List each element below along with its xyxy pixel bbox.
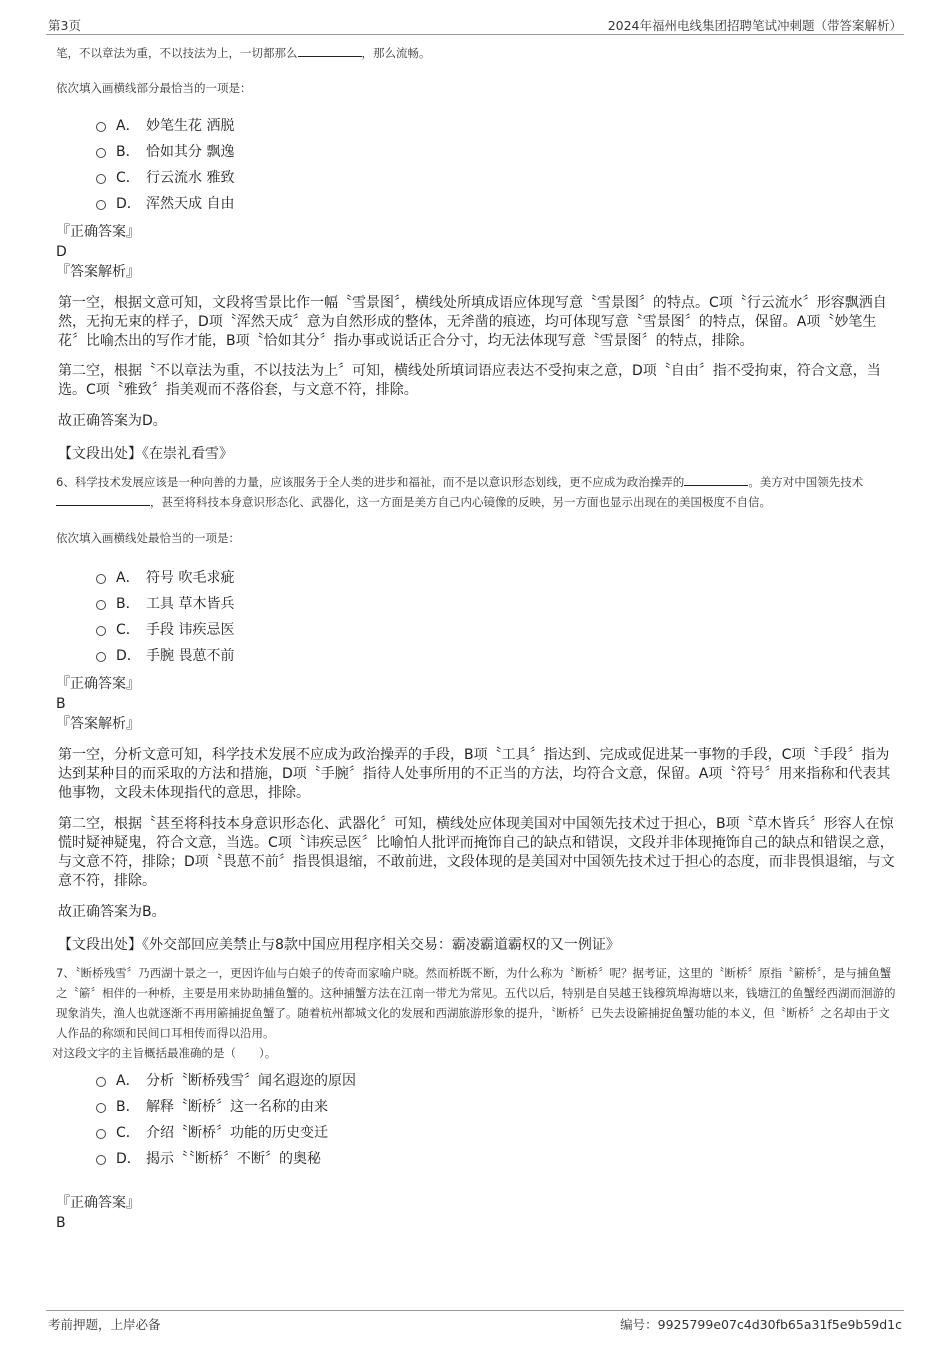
radio-icon[interactable]	[96, 174, 106, 184]
answer-value: B	[56, 696, 66, 712]
footer-slogan: 考前押题，上岸必备	[48, 1317, 161, 1332]
document-code: 编号：9925799e07c4d30fb65a31f5e9b59d1c	[620, 1317, 902, 1332]
question-5	[56, 43, 896, 464]
option-a[interactable]: A． 妙笔生花 洒脱	[96, 112, 896, 138]
source-citation: 【文段出处】《外交部回应美禁止与8款中国应用程序相关交易：霸凌霸道霸权的又一例证》	[58, 937, 620, 953]
question-prompt: 依次填入画横线部分最恰当的一项是：	[56, 81, 252, 95]
answer-label: 『正确答案』	[56, 224, 140, 240]
option-b[interactable]: B． 解释〝断桥〞这一名称的由来	[96, 1093, 896, 1119]
option-a[interactable]: A． 符号 吹毛求疵	[96, 564, 896, 590]
option-c[interactable]: C． 介绍〝断桥〞功能的历史变迁	[96, 1119, 896, 1145]
answer-label: 『正确答案』	[56, 1195, 140, 1211]
option-b[interactable]: B． 恰如其分 飘逸	[96, 138, 896, 164]
blank-line	[684, 473, 748, 486]
option-c[interactable]: C． 行云流水 雅致	[96, 164, 896, 190]
question-stem: 笔，不以章法为重，不以技法为上，一切都那么 ，那么流畅。	[56, 46, 431, 60]
radio-icon[interactable]	[96, 652, 106, 662]
analysis-label: 『答案解析』	[56, 716, 140, 732]
radio-icon[interactable]	[96, 1129, 106, 1139]
option-b[interactable]: B． 工具 草木皆兵	[96, 590, 896, 616]
analysis-paragraph: 第二空，根据〝不以章法为重，不以技法为上〞可知，横线处所填词语应表达不受拘束之意，D项〝自由〞指不受拘束，符合文意，当选。C项〝雅致〞指美观而不落俗套，与文意不符，排除。	[58, 363, 881, 398]
option-d[interactable]: D． 浑然天成 自由	[96, 190, 896, 216]
radio-icon[interactable]	[96, 1155, 106, 1165]
answer-value: B	[56, 1215, 66, 1231]
page-footer	[46, 1310, 904, 1335]
question-7	[52, 963, 896, 1233]
option-d[interactable]: D． 揭示〝〝断桥〞不断〞的奥秘	[96, 1145, 896, 1171]
radio-icon[interactable]	[96, 200, 106, 210]
answer-label: 『正确答案』	[56, 676, 140, 692]
document-title: 2024年福州电线集团招聘笔试冲刺题（带答案解析）	[607, 18, 902, 33]
radio-icon[interactable]	[96, 626, 106, 636]
option-d[interactable]: D． 手腕 畏葸不前	[96, 642, 896, 668]
question-6	[56, 472, 896, 955]
question-prompt: 依次填入画横线处最恰当的一项是：	[56, 531, 240, 545]
question-stem: 7、〝断桥残雪〞乃西湖十景之一，更因许仙与白娘子的传奇而家喻户晓。然而桥既不断，为什么称为〝断桥〞呢？据考证，这里的〝断桥〞原指〝簖桥〞，是与捕鱼蟹之〝簖〞相伴的一种桥，主要是用来协助捕鱼蟹的。这种捕蟹方法在江南一带尤为常见。五代以后，特别是自吴越王钱穆筑埠海塘以来，钱塘江的鱼蟹经西湖而洄游的现象消失，渔人也就逐渐不再用簖捕捉鱼蟹了。随着杭州都城文化的发展和西湖旅游形象的提升，〝断桥〞已失去设簖捕捉鱼蟹功能的本义，但〝断桥〞之名却由于文人作品的称颂和民间口耳相传而得以沿用。	[56, 966, 896, 1040]
answer-value: D	[56, 244, 67, 260]
main-content	[52, 42, 896, 1233]
question-prompt: 对这段文字的主旨概括最准确的是（ ）。	[52, 1046, 277, 1060]
radio-icon[interactable]	[96, 122, 106, 132]
radio-icon[interactable]	[96, 1103, 106, 1113]
radio-icon[interactable]	[96, 148, 106, 158]
option-c[interactable]: C． 手段 讳疾忌医	[96, 616, 896, 642]
options-list	[96, 1067, 896, 1171]
page-number: 第3页	[48, 18, 81, 33]
options-list	[96, 564, 896, 668]
blank-line	[56, 493, 150, 506]
blank-line	[298, 44, 362, 57]
analysis-conclusion: 故正确答案为D。	[58, 413, 167, 429]
analysis-label: 『答案解析』	[56, 264, 140, 280]
radio-icon[interactable]	[96, 600, 106, 610]
analysis-paragraph: 第一空，分析文意可知，科学技术发展不应成为政治操弄的手段，B项〝工具〞指达到、完成或促进某一事物的手段，C项〝手段〞指为达到某种目的而采取的方法和措施，D项〝手腕〞指待人处事所用的不正当的方法，均符合文意，保留。A项〝符号〞用来指称和代表其他事物，文段未体现指代的意思，排除。	[58, 747, 891, 801]
source-citation: 【文段出处】《在崇礼看雪》	[58, 446, 233, 462]
analysis-paragraph: 第一空，根据文意可知，文段将雪景比作一幅〝雪景图〞，横线处所填成语应体现写意〝雪景图〞的特点。C项〝行云流水〞形容飘洒自然，无拘无束的样子，D项〝浑然天成〞意为自然形成的整体，无斧凿的痕迹，均可体现写意〝雪景图〞的特点，保留。A项〝妙笔生花〞比喻杰出的写作才能，B项〝恰如其分〞指办事或说话正合分寸，均无法体现写意〝雪景图〞的特点，排除。	[58, 295, 887, 349]
option-a[interactable]: A． 分析〝断桥残雪〞闻名遐迩的原因	[96, 1067, 896, 1093]
analysis-paragraph: 第二空，根据〝甚至将科技本身意识形态化、武器化〞可知，横线处应体现美国对中国领先技术过于担心，B项〝草木皆兵〞形容人在惊慌时疑神疑鬼，符合文意，当选。C项〝讳疾忌医〞比喻怕人批评而掩饰自己的缺点和错误，文段并非体现掩饰自己的缺点和错误之意，与文意不符，排除；D项〝畏葸不前〞指畏惧退缩，不敢前进，文段体现的是美国对中国领先技术过于担心的态度，而非畏惧退缩，与文意不符，排除。	[58, 816, 895, 889]
question-stem: 6、科学技术发展应该是一种向善的力量，应该服务于全人类的进步和福祉，而不是以意识形态划线，更不应成为政治操弄的 。美方对中国领先技术，甚至将科技本身意识形态化、武器化，这一方面是美方自己内心镜像的反映，另一方面也显示出现在的美国极度不自信。	[56, 475, 864, 509]
radio-icon[interactable]	[96, 1077, 106, 1087]
radio-icon[interactable]	[96, 574, 106, 584]
options-list	[96, 112, 896, 216]
analysis-conclusion: 故正确答案为B。	[58, 904, 166, 920]
page-header	[46, 14, 904, 35]
